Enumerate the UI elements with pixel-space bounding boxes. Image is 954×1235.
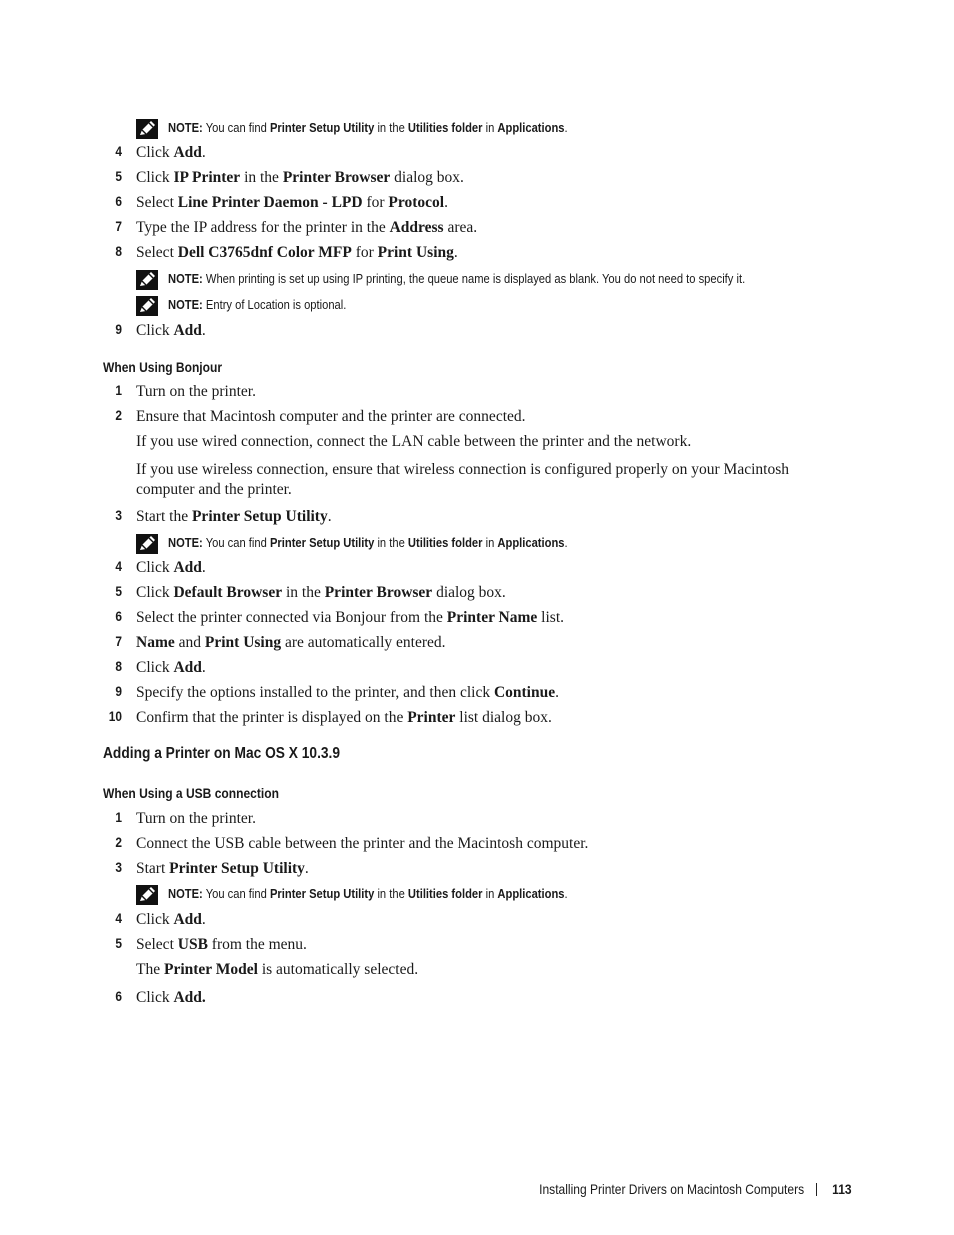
section-heading-mac-os-x-1039: Adding a Printer on Mac OS X 10.3.9 [103,745,341,762]
step-number: 8 [115,243,122,259]
step-number: 8 [115,658,122,674]
note-find-setup-utility: NOTE: You can find Printer Setup Utility in the Utilities folder in Applications. [136,534,856,554]
footer-chapter-title: Installing Printer Drivers on Macintosh Computers [539,1181,805,1197]
step-number: 3 [115,507,122,523]
step-number: 6 [115,608,122,624]
note-pencil-icon [136,885,158,905]
step-number: 9 [115,321,122,337]
note-ip-queue-name: NOTE: When printing is set up using IP printing, the queue name is displayed as blank. You do not need to specify it. [136,270,856,290]
step-number: 4 [115,558,122,574]
note-find-setup-utility: NOTE: You can find Printer Setup Utility in the Utilities folder in Applications. [136,119,856,139]
step-number: 9 [115,683,122,699]
step-number: 2 [115,407,122,423]
page-number: 113 [832,1181,852,1197]
note-pencil-icon [136,119,158,139]
step-number: 1 [115,809,122,825]
page-footer [496,1181,852,1201]
step-number: 7 [115,218,122,234]
note-find-setup-utility: NOTE: You can find Printer Setup Utility in the Utilities folder in Applications. [136,885,856,905]
note-location-optional: NOTE: Entry of Location is optional. [136,296,856,316]
step-number: 5 [115,935,122,951]
note-pencil-icon [136,534,158,554]
note-pencil-icon [136,270,158,290]
footer-divider [816,1183,817,1196]
document-page: NOTE: You can find Printer Setup Utility in the Utilities folder in Applications. 4 Click Add. 5 Click IP Printer in the Printer Browser dialog box. 6 Select Line Printer Daemon - LPD for Protocol. 7 Type the IP address for the printer in the Address area. 8 Select Dell C3765dnf Color MFP for Print Using. NOTE: When printing is set up using IP printing, the queue name is displayed as blank. You do not need to specify it. NOTE: Entry of Location is optional. 9 Click Add. When Using Bonjour 1 Turn on the printer. 2 Ensure that Macintosh computer and the printer are connected. If you use wired connection, connect the LAN cable between the printer and the network. If you use wireless connection, ensure that wireless connection is configured properly on your Macintosh computer and the printer. 3 Start the Printer Setup Utility. NOTE: You can find Printer Setup Utility in the Utilities folder in Applications. 4 Click Add. 5 Click Default Browser in the Printer Browser dialog box. 6 Select the printer connected via Bonjour from the Printer Name list. 7 Name and Print Using are automatically entered. 8 Click Add. 9 Specify the options installed to the printer, and then click Continue. 10 Confirm that the printer is displayed on the Printer list dialog box. Adding a Printer on Mac OS X 10.3.9 When Using a USB connection 1 Turn on the printer. 2 Connect the USB cable between the printer and the Macintosh computer. 3 Start Printer Setup Utility. NOTE: You can find Printer Setup Utility in the Utilities folder in Applications. 4 Click Add. 5 Select USB from the menu. The Printer Model is automatically selected. 6 Click Add. Installing Printer Drivers on Macintosh Computers 113 [0,0,954,1235]
step-number: 6 [115,193,122,209]
step-number: 5 [115,168,122,184]
step-number: 5 [115,583,122,599]
step-number: 4 [115,910,122,926]
step-number: 2 [115,834,122,850]
step-number: 4 [115,143,122,159]
step-number: 6 [115,988,122,1004]
subheading-bonjour: When Using Bonjour [103,359,223,375]
step-number: 7 [115,633,122,649]
step-number: 3 [115,859,122,875]
subheading-usb-connection: When Using a USB connection [103,785,279,801]
step-number: 1 [115,382,122,398]
step-number: 10 [108,708,122,724]
note-pencil-icon [136,296,158,316]
